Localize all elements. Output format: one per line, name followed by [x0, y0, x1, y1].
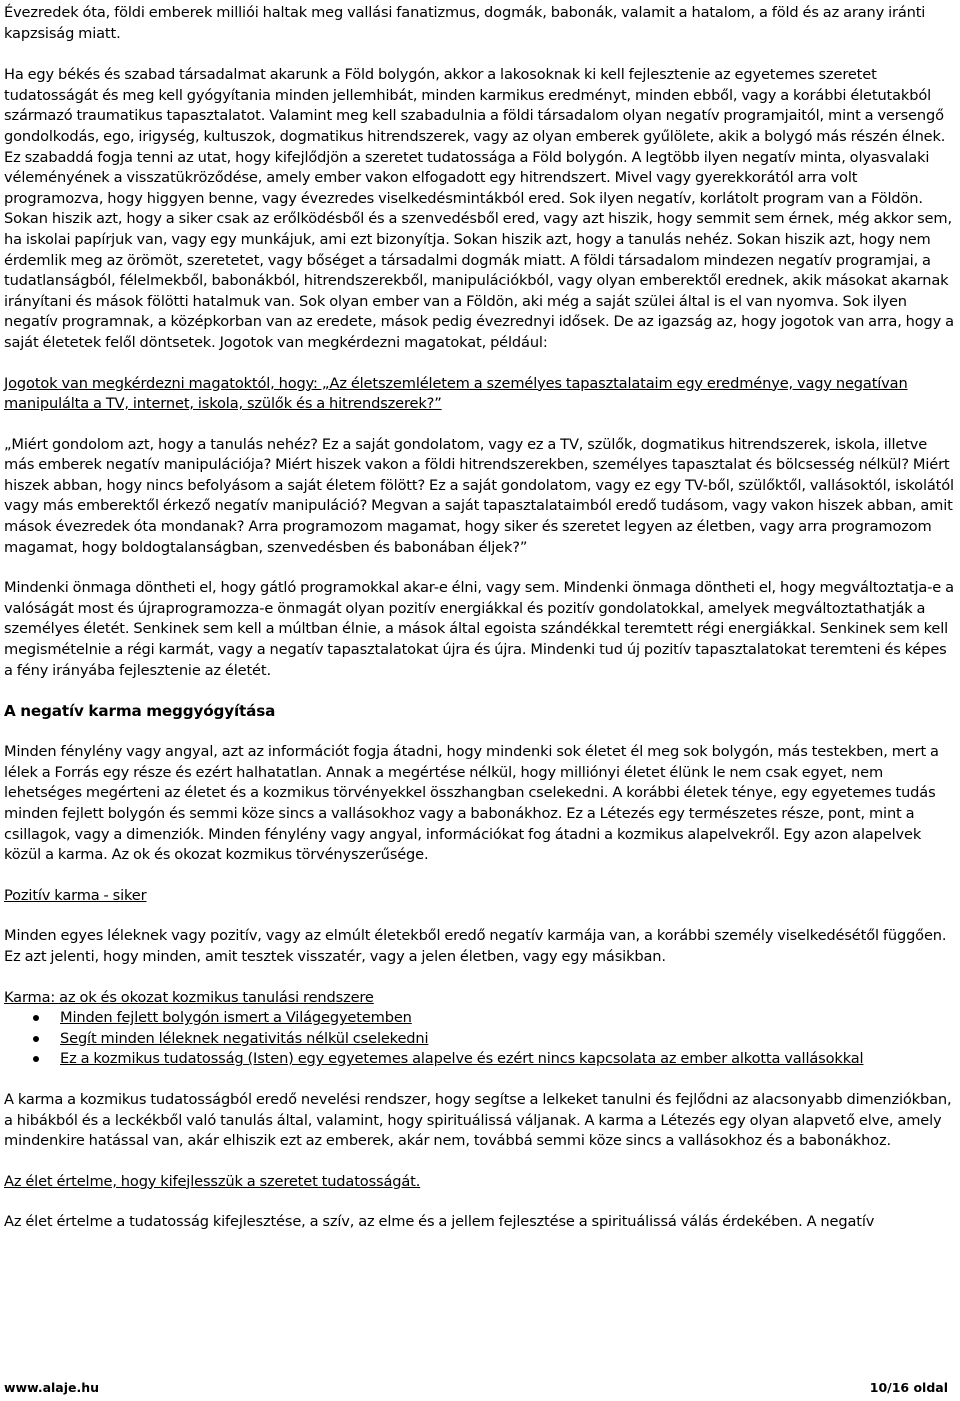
paragraph-karma-education: A karma a kozmikus tudatosságból eredő nevelési rendszer, hogy segítse a lelkeket tanulni és fejlődni az alacsonyabb dimenziókban, a hibákból és a leckékből való tanulás által, valamint, hogy spirituálissá váljanak. A karma a Létezés egy olyan alapvető elve, amely mindenkire hatással van, akár elhiszik ezt az emberek, akár nem, továbbá semmi köze sincs a vallásokhoz és a babonákhoz.: [4, 1090, 952, 1150]
bullet-list: [4, 1008, 958, 1070]
section-heading: A negatív karma meggyógyítása: [4, 702, 276, 721]
list-item: Segít minden léleknek negativitás nélkül cselekedni: [60, 1029, 958, 1050]
paragraph-positive-karma: Minden egyes léleknek vagy pozitív, vagy az elmúlt életekből eredő negatív karmája van, a korábbi személy viselkedésétől függően. Ez azt jelenti, hogy minden, amit tesztek visszatér, vagy a jelen életben, vagy egy másikban.: [4, 927, 947, 965]
subheading-meaning-of-life: Az élet értelme, hogy kifejlesszük a szeretet tudatosságát.: [4, 1172, 421, 1190]
paragraph-meaning-of-life: Az élet értelme a tudatosság kifejlesztése, a szív, az elme és a jellem fejlesztése a spirituálissá válás érdekében. A negatív: [4, 1213, 875, 1231]
subheading-positive-karma: Pozitív karma - siker: [4, 886, 147, 904]
paragraph-intro: Évezredek óta, földi emberek milliói haltak meg vallási fanatizmus, dogmák, babonák, valamit a hatalom, a föld és az arany iránti kapzsiság miatt.: [4, 4, 926, 42]
paragraph-self-questions: „Miért gondolom azt, hogy a tanulás nehéz? Ez a saját gondolatom, vagy ez a TV, szülők, dogmatikus hitrendszerek, iskola, illetve más emberek negatív manipulációja? Miért hiszek vakon a földi hitrendszerekben, személyes tapasztalat és bölcsesség nélkül? Miért hiszek abban, hogy nincs befolyásom a saját életem fölött? Ez a saját gondolatom, vagy ez egy TV-ből, szülőktől, vallásoktól, iskolától vagy más emberektől érkező negatív manipuláció? Megvan a saját tapasztalataimból eredő tudásom, vagy vakon hiszek abban, amit mások évezredek óta mondanak? Arra programozom magamat, hogy siker és szeretet legyen az életben, vagy arra programozom magamat, hogy boldogtalanságban, szenvedésben és babonában éljek?”: [4, 435, 954, 556]
paragraph-decision: Mindenki önmaga döntheti el, hogy gátló programokkal akar-e élni, vagy sem. Mindenki önmaga döntheti el, hogy megváltoztatja-e a valóságát most és újraprogramozza-e önmagát olyan pozitív energiákkal és pozitív gondolatokkal, amelyek megváltoztathatják a személyes életét. Senkinek sem kell a múltban élnie, a mások által egoista szándékkal teremtett régi energiákkal. Senkinek sem kell megismételnie a régi karmát, vagy a negatív tapasztalatokat újra és újra. Mindenki tud új pozitív tapasztalatokat teremteni és képes a fény irányába fejlesztenie az életét.: [4, 579, 954, 679]
paragraph-karma-intro: Minden fénylény vagy angyal, azt az információt fogja átadni, hogy mindenki sok életet él meg sok bolygón, más testekben, mert a lélek a Forrás egy része és ezért halhatatlan. Annak a megértése nélkül, hogy milliónyi életet élünk le nem csak egyet, nem lehetséges megérteni az életet és a kozmikus törvényekkel összhangban cselekedni. A korábbi életek ténye, egy egyetemes tudás minden fejlett bolygón és semmi köze sincs a vallásokhoz vagy a babonákhoz. Ez a Létezés egy természetes része, pont, mint a csillagok, vagy a dimenziók. Minden fénylény vagy angyal, információkat fog átadni a kozmikus alapelvekről. Egy azon alapelvek közül a karma. Az ok és okozat kozmikus törvényszerűsége.: [4, 743, 939, 864]
footer-page-number: 10/16 oldal: [869, 1380, 948, 1395]
subheading-karma-system: Karma: az ok és okozat kozmikus tanulási rendszere: [4, 988, 374, 1006]
page-footer: [4, 1380, 948, 1395]
list-item: Ez a kozmikus tudatosság (Isten) egy egyetemes alapelve és ezért nincs kapcsolata az ember alkotta vallásokkal: [60, 1049, 958, 1070]
document-page: [4, 3, 958, 1233]
paragraph-society: Ha egy békés és szabad társadalmat akarunk a Föld bolygón, akkor a lakosoknak ki kell fejlesztenie az egyetemes szeretet tudatosságát és meg kell gyógyítania minden jellemhibát, minden karmikus eredményt, minden ebből, vagy a korábbi életutakból származó traumatikus tapasztalatot. Valamint meg kell szabadulnia a földi társadalom olyan negatív programjaitól, mint a versengő gondolkodás, ego, irigység, kultuszok, dogmatikus hitrendszerek, vagy az olyan emberek gyűlölete, akik a bolygó más részén élnek. Ez szabaddá fogja tenni az utat, hogy kifejlődjön a szeretet tudatossága a Föld bolygón. A legtöbb ilyen negatív minta, olyasvalaki véleményének a visszatükröződése, amely ember vakon elfogadott egy hitrendszert. Mivel vagy gyerekkorától arra volt programozva, hogy higgyen benne, vagy évezredes viselkedésmintákból ered. Sok ilyen negatív, korlátolt program van a Földön. Sokan hiszik azt, hogy a siker csak az erőlködésből és a szenvedésből ered, vagy azt hiszik, hogy semmit sem érnek, még akkor sem, ha iskolai papírjuk van, vagy egy munkájuk, ami ezt bizonyítja. Sokan hiszik azt, hogy a tanulás nehéz. Sokan hiszik azt, hogy nem érdemlik meg az örömöt, szeretetet, vagy bőséget a társadalmi dogmák miatt. A földi társadalom mindezen negatív programjai, a tudatlanságból, félelmekből, babonákból, hitrendszerekből, manipulációkból, vagy olyan emberektől erednek, akik másokat akarnak irányítani és mások fölötti hatalmuk van. Sok olyan ember van a Földön, aki még a saját szülei által is el van nyomva. Sok ilyen negatív programnak, a középkorban van az eredete, mások pedig évezrednyi idősek. De az igazság az, hogy jogotok van arra, hogy a saját életetek felől döntsetek. Jogotok van megkérdezni magatokat, például:: [4, 66, 954, 351]
list-item: Minden fejlett bolygón ismert a Világegyetemben: [60, 1008, 958, 1029]
footer-site-link: www.alaje.hu: [4, 1380, 100, 1395]
paragraph-question-intro: Jogotok van megkérdezni magatoktól, hogy: „Az életszemléletem a személyes tapasztalataim egy eredménye, vagy negatívan manipulálta a TV, internet, iskola, szülők és a hitrendszerek?”: [4, 374, 908, 413]
